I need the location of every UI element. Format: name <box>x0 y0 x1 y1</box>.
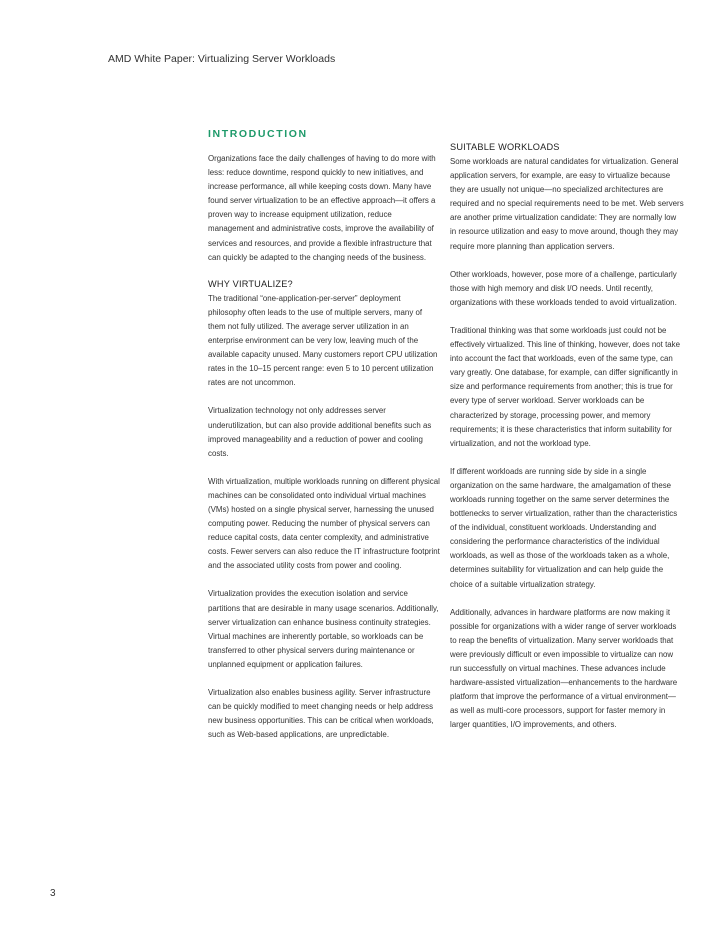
subheading-why-virtualize: WHY VIRTUALIZE? <box>208 278 293 289</box>
why-paragraph-4: Virtualization provides the execution isolation and service partitions that are desirable in many usage scenarios. Additionally, server virtualization can enhance business continuity strategies. Virtual machines are inherently portable, so workloads can be transferred to other physical servers during maintenance or unplanned equipment or application failures. <box>208 589 439 669</box>
why-paragraph-1: The traditional “one-application-per-server” deployment philosophy often leads to the use of multiple servers, many of them not fully utilized. The average server utilization in an enterprise environment can be very low, leaving much of the available capacity unused. Many customers report CPU utilization rates in the 10–15 percent range: even 5 to 10 percent utilization rates are not uncommon. <box>208 293 438 388</box>
why-paragraph-2: Virtualization technology not only addresses server underutilization, but can also provide additional benefits such as improved manageability and a reduction of power and cooling costs. <box>208 406 432 458</box>
suitable-paragraph-3: Traditional thinking was that some workloads just could not be effectively virtualized. This line of thinking, however, does not take into account the fact that workloads, even of the same type, can vary greatly. One database, for example, can differ significantly in size and performance requirements from another; this is true for every type of server workload. Server workloads can be characterized by storage, processing power, and memory requirements; it is these characteristics that inform suitability for virtualization, and not the workload type. <box>450 325 680 448</box>
why-paragraph-5: Virtualization also enables business agility. Server infrastructure can be quickly modified to meet changing needs or help address new business opportunities. This can be critical when workloads, such as Web-based applications, are unpredictable. <box>208 688 434 740</box>
suitable-paragraph-4: If different workloads are running side by side in a single organization on the same hardware, the amalgamation of these workloads running together on the same server determines the bottlenecks to server virtualization, rather than the characteristics of the individual, constituent workloads. Understanding and considering the performance characteristics of the individual workloads, as well as those of the workloads taken as a whole, determines suitability for virtualization and can help guide the choice of a suitable virtualization strategy. <box>450 466 678 589</box>
document-header: AMD White Paper: Virtualizing Server Workloads <box>108 53 336 65</box>
right-column <box>450 142 684 746</box>
section-title-introduction: INTRODUCTION <box>208 128 308 140</box>
suitable-paragraph-5: Additionally, advances in hardware platforms are now making it possible for organizations with a wider range of server workloads to reap the benefits of virtualization. Many server workloads that were previously difficult or even impossible to virtualize can now run successfully on virtual machines. These advances include hardware-assisted virtualization—enhancements to the hardware platform that improve the performance of a virtual environment—as well as multi-core processors, support for faster memory in larger quantities, I/O improvements, and others. <box>450 607 678 730</box>
suitable-paragraph-2: Other workloads, however, pose more of a challenge, particularly those with high memory and disk I/O needs. Until recently, organizations with these workloads tended to avoid virtualization. <box>450 269 677 307</box>
intro-paragraph: Organizations face the daily challenges of having to do more with less: reduce downtime, respond quickly to new initiatives, and increase performance, all while keeping costs down. Many have found server virtualization to be an effective approach—it offers a proven way to increase equipment utilization, reduce management and administrative costs, improve the availability of services and resources, and provide a flexible infrastructure that can quickly be adapted to the changing needs of the business. <box>208 154 436 262</box>
suitable-paragraph-1: Some workloads are natural candidates for virtualization. General application servers, for example, are easy to virtualize because they are usually not unique—no specialized architectures are required and no special requirements need to be met. Web servers are another prime virtualization candidate: They are normally low in resource utilization and easy to move around, though they may require more planning than application servers. <box>450 157 684 251</box>
why-paragraph-3: With virtualization, multiple workloads running on different physical machines can be consolidated onto individual virtual machines (VMs) hosted on a single physical server, harnessing the unused computing power. Reducing the number of physical servers can reduce capital costs, data center complexity, and administrative costs. Fewer servers can also reduce the IT infrastructure footprint and the associated utility costs from power and cooling. <box>208 476 440 571</box>
subheading-suitable-workloads: SUITABLE WORKLOADS <box>450 142 560 152</box>
left-column <box>208 128 440 756</box>
page-number: 3 <box>50 888 56 899</box>
